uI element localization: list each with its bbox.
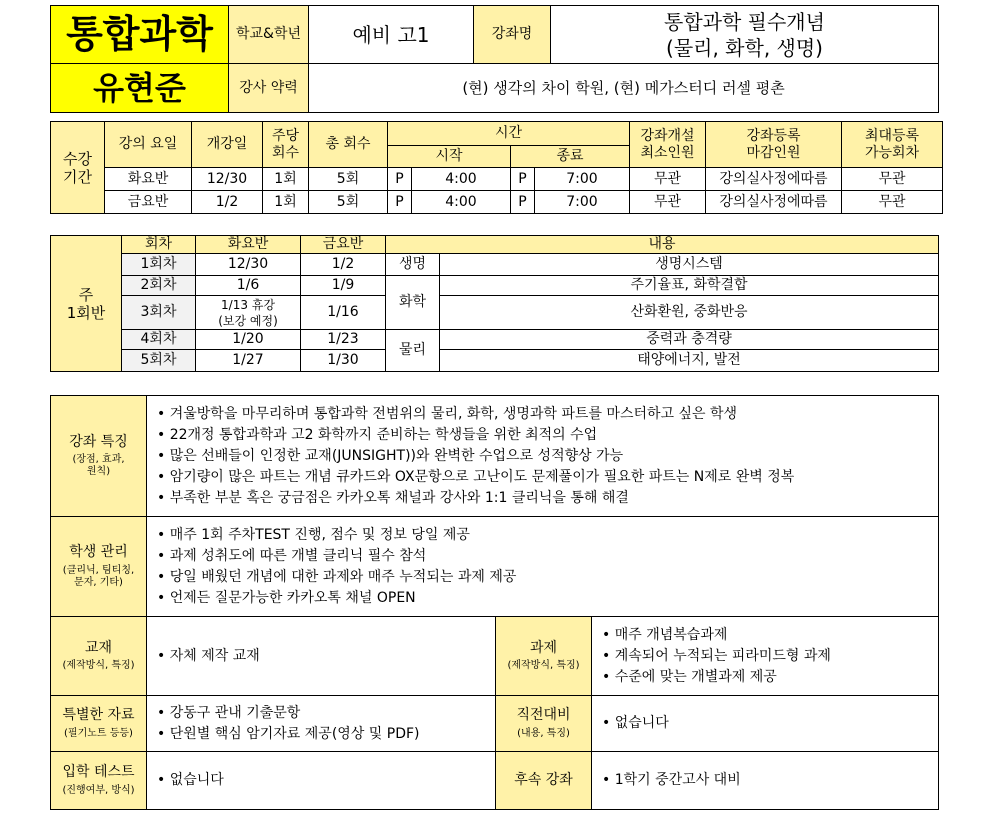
career-label: 강사 약력 (229, 64, 309, 113)
list-item: • 없습니다 (157, 770, 495, 791)
row-p2: P (511, 191, 535, 214)
col-max (842, 122, 943, 168)
course-name-line1: 통합과학 필수개념 (664, 9, 825, 34)
list-item: • 1학기 중간고사 대비 (602, 770, 938, 791)
row-weekly: 1회 (263, 191, 309, 214)
table-row (51, 296, 939, 330)
table-row (51, 350, 939, 372)
fri-date: 1/23 (301, 330, 386, 350)
final-content (592, 696, 939, 752)
row-deadline: 강의실사정에따름 (706, 191, 842, 214)
course-label: 강좌명 (474, 6, 551, 64)
weekly-label (51, 236, 122, 372)
row-max: 무관 (842, 168, 943, 191)
col-weekly (263, 122, 309, 168)
weekly-label-1: 주 (78, 285, 94, 304)
period-label-1: 수강 (63, 149, 92, 168)
col-session: 회차 (122, 236, 196, 254)
special-sub: (필기노트 등등) (64, 727, 133, 739)
fri-date: 1/2 (301, 254, 386, 276)
list-item: • 과제 성취도에 따른 개별 클리닉 필수 참석 (157, 546, 938, 567)
career-value: (현) 생각의 차이 학원, (현) 메가스터디 러셀 평촌 (309, 64, 939, 113)
tue-date: 1/6 (196, 276, 301, 296)
list-item: • 강동구 관내 기출문항 (157, 703, 495, 724)
course-name (551, 6, 939, 64)
list-item: • 많은 선배들이 인정한 교재(JUNSIGHT))와 완벽한 수업으로 성적향상 가능 (157, 446, 938, 467)
col-max-1: 최대등록 (864, 127, 920, 144)
management-label (51, 517, 147, 617)
row-end: 7:00 (535, 168, 630, 191)
row-min: 무관 (630, 168, 706, 191)
special-content (147, 696, 496, 752)
list-item: • 수준에 맞는 개별과제 제공 (602, 667, 938, 688)
weekly-label-2: 1회반 (66, 303, 106, 322)
textbook-content (147, 617, 496, 696)
col-weekly-1: 주당 (271, 127, 300, 144)
list-item: • 암기량이 많은 파트는 개념 큐카드와 OX문항으로 고난이도 문제풀이가 필요한 파트는 N제로 완벽 정복 (157, 467, 938, 488)
features-sub-2: 원칙) (86, 466, 111, 478)
entrance-label (51, 752, 147, 810)
management-sub-2: 문자, 기타) (74, 576, 123, 588)
table-row (51, 330, 939, 350)
col-min-1: 강좌개설 (640, 127, 695, 144)
features-sub-1: (장점, 효과, (72, 454, 125, 466)
row-end: 7:00 (535, 191, 630, 214)
textbook-label-text: 교재 (84, 639, 113, 656)
row-p1: P (388, 191, 412, 214)
fri-date: 1/30 (301, 350, 386, 372)
col-deadline-2: 마감인원 (746, 144, 801, 161)
col-start-date: 개강일 (192, 122, 263, 168)
row-total: 5회 (309, 168, 388, 191)
list-item: • 22개정 통합과학과 고2 화학까지 준비하는 학생들을 위한 최적의 수업 (157, 425, 938, 446)
homework-label (496, 617, 592, 696)
row-start-date: 1/2 (192, 191, 263, 214)
list-item: • 단원별 핵심 암기자료 제공(영상 및 PDF) (157, 724, 495, 745)
homework-content (592, 617, 939, 696)
col-deadline-1: 강좌등록 (746, 127, 801, 144)
table-row (51, 276, 939, 296)
features-content (147, 396, 939, 517)
session: 5회차 (122, 350, 196, 372)
textbook-label (51, 617, 147, 696)
category: 생명 (386, 254, 440, 276)
content: 주기율표, 화학결합 (440, 276, 939, 296)
col-weekly-2: 회수 (271, 144, 300, 161)
final-label (496, 696, 592, 752)
col-deadline (706, 122, 842, 168)
row-p2: P (511, 168, 535, 191)
entrance-label-text: 입학 테스트 (62, 764, 135, 781)
entrance-sub: (진행여부, 방식) (62, 784, 135, 796)
followup-content (592, 752, 939, 810)
col-max-2: 가능회차 (864, 144, 920, 161)
col-day: 강의 요일 (105, 122, 192, 168)
col-min-2: 최소인원 (640, 144, 695, 161)
table-row (51, 191, 943, 214)
tue-date: 12/30 (196, 254, 301, 276)
tue-date: 1/27 (196, 350, 301, 372)
col-tue: 화요반 (196, 236, 301, 254)
row-day: 화요반 (105, 168, 192, 191)
final-label-text: 직전대비 (516, 707, 571, 724)
row-total: 5회 (309, 191, 388, 214)
list-item: • 매주 1회 주차TEST 진행, 점수 및 정보 당일 제공 (157, 525, 938, 546)
teacher-name: 유현준 (51, 64, 229, 113)
content: 생명시스템 (440, 254, 939, 276)
row-p1: P (388, 168, 412, 191)
tue-date-line2: (보강 예정) (218, 313, 278, 328)
row-day: 금요반 (105, 191, 192, 214)
category: 화학 (386, 276, 440, 330)
table-row (51, 254, 939, 276)
session: 4회차 (122, 330, 196, 350)
list-item: • 언제든 질문가능한 카카오톡 채널 OPEN (157, 588, 938, 609)
features-label (51, 396, 147, 517)
period-label (51, 122, 105, 214)
col-content: 내용 (386, 236, 939, 254)
list-item: • 부족한 부분 혹은 궁금점은 카카오톡 채널과 강사와 1:1 클리닉을 통해 해결 (157, 488, 938, 509)
features-label-text: 강좌 특징 (69, 433, 128, 450)
content: 태양에너지, 발전 (440, 350, 939, 372)
subject-title: 통합과학 (51, 6, 229, 64)
content: 산화환원, 중화반응 (440, 296, 939, 330)
special-label-text: 특별한 자료 (62, 707, 135, 724)
followup-label: 후속 강좌 (496, 752, 592, 810)
fri-date: 1/9 (301, 276, 386, 296)
col-start: 시작 (388, 146, 511, 168)
list-item: • 당일 배웠던 개념에 대한 과제와 매주 누적되는 과제 제공 (157, 567, 938, 588)
textbook-sub: (제작방식, 특징) (62, 660, 135, 672)
management-sub-1: (클리닉, 팀티칭, (62, 564, 135, 576)
management-content (147, 517, 939, 617)
category: 물리 (386, 330, 440, 372)
tue-date-line1: 1/13 휴강 (221, 297, 275, 312)
school-label: 학교&학년 (229, 6, 309, 64)
tue-date: 1/20 (196, 330, 301, 350)
weekly-table (50, 235, 939, 372)
course-name-line2: (물리, 화학, 생명) (666, 35, 823, 60)
session: 1회차 (122, 254, 196, 276)
schedule-table (50, 121, 943, 214)
final-sub: (내용, 특징) (517, 727, 570, 739)
row-start: 4:00 (412, 168, 511, 191)
list-item: • 없습니다 (602, 713, 938, 734)
row-deadline: 강의실사정에따름 (706, 168, 842, 191)
homework-label-text: 과제 (529, 639, 558, 656)
tue-date (196, 296, 301, 330)
list-item: • 매주 개념복습과제 (602, 625, 938, 646)
period-label-2: 기간 (63, 167, 92, 186)
details-table (50, 395, 939, 810)
list-item: • 겨울방학을 마무리하며 통합과학 전범위의 물리, 화학, 생명과학 파트를 마스터하고 싶은 학생 (157, 404, 938, 425)
session: 3회차 (122, 296, 196, 330)
col-min (630, 122, 706, 168)
school-value: 예비 고1 (309, 6, 474, 64)
row-min: 무관 (630, 191, 706, 214)
row-max: 무관 (842, 191, 943, 214)
col-time: 시간 (388, 122, 630, 146)
col-fri: 금요반 (301, 236, 386, 254)
list-item: • 자체 제작 교재 (157, 646, 495, 667)
header-table (50, 5, 939, 113)
col-total: 총 회수 (309, 122, 388, 168)
col-end: 종료 (511, 146, 630, 168)
homework-sub: (제작방식, 특징) (507, 660, 580, 672)
management-label-text: 학생 관리 (69, 544, 128, 561)
list-item: • 계속되어 누적되는 피라미드형 과제 (602, 646, 938, 667)
table-row (51, 168, 943, 191)
session: 2회차 (122, 276, 196, 296)
special-label (51, 696, 147, 752)
entrance-content (147, 752, 496, 810)
fri-date: 1/16 (301, 296, 386, 330)
row-start: 4:00 (412, 191, 511, 214)
row-weekly: 1회 (263, 168, 309, 191)
row-start-date: 12/30 (192, 168, 263, 191)
content: 중력과 충격량 (440, 330, 939, 350)
